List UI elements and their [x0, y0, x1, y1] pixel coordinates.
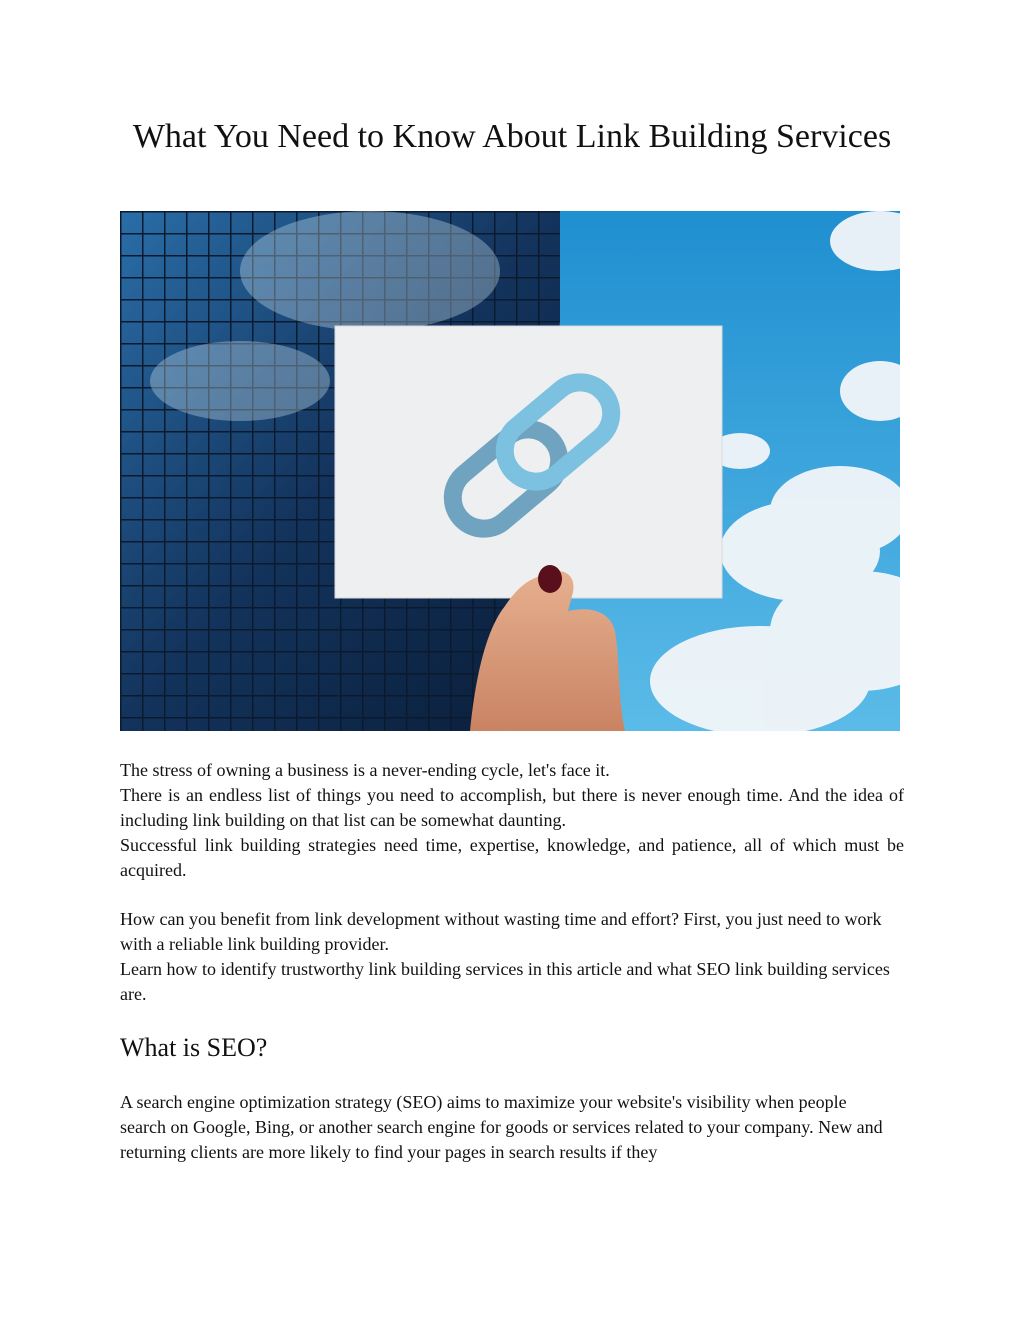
intro-paragraph: [120, 758, 904, 883]
provider-line-1: How can you benefit from link development without wasting time and effort? First, you just need to work with a reliable link building provider.: [120, 909, 882, 954]
provider-line-2: Learn how to identify trustworthy link building services in this article and what SEO link building services are.: [120, 959, 890, 1004]
intro-line-2: There is an endless list of things you need to accomplish, but there is never enough time. And the idea of including link building on that list can be somewhat daunting.: [120, 785, 904, 830]
hero-photo: [120, 211, 900, 731]
seo-text: A search engine optimization strategy (SEO) aims to maximize your website's visibility when people search on Google, Bing, or another search engine for goods or services related to your company. New and returning clients are more likely to find your pages in search results if they: [120, 1092, 883, 1162]
page-title: What You Need to Know About Link Building Services: [132, 118, 892, 155]
intro-line-1: The stress of owning a business is a never-ending cycle, let's face it.: [120, 760, 610, 780]
hero-image: [120, 211, 900, 731]
seo-paragraph: [120, 1090, 890, 1165]
section-heading: What is SEO?: [120, 1033, 268, 1062]
provider-paragraph: [120, 907, 904, 1007]
intro-line-3: Successful link building strategies need time, expertise, knowledge, and patience, all of which must be acquired.: [120, 835, 904, 880]
